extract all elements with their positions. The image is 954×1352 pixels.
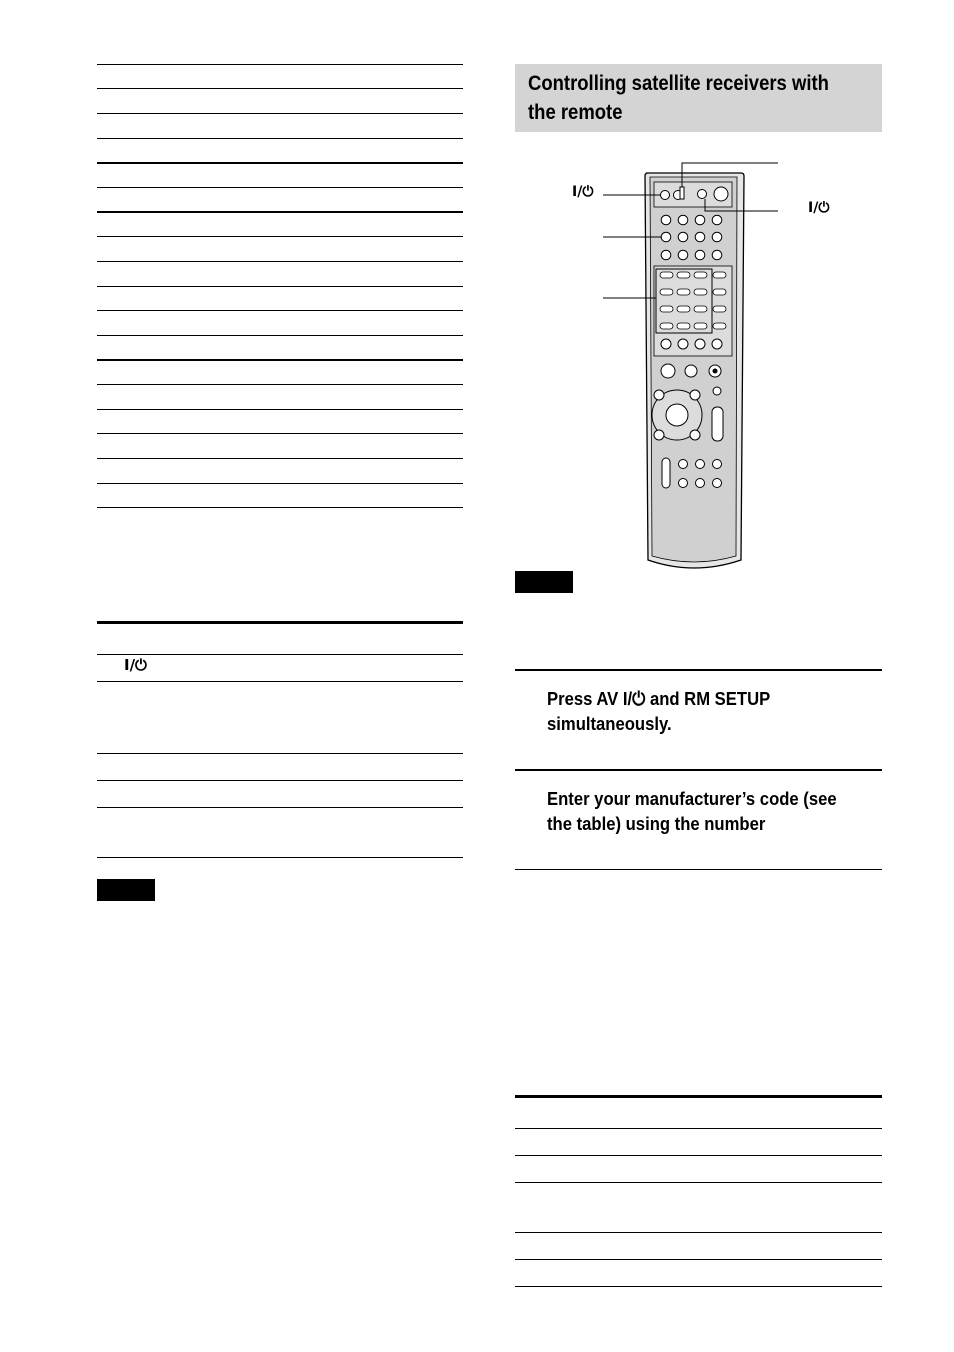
- table-rule: [515, 1232, 882, 1233]
- table-rule: [97, 113, 463, 114]
- table-rule: [97, 409, 463, 410]
- table-rule: [97, 654, 463, 655]
- table-rule: [97, 211, 463, 213]
- table-rule: [97, 187, 463, 188]
- table-rule: [515, 1128, 882, 1129]
- remote-illustration: [560, 158, 850, 578]
- table-rule: [97, 359, 463, 361]
- table-rule: [97, 88, 463, 89]
- table-rule: [515, 1182, 882, 1183]
- step-rule: [515, 769, 882, 771]
- callout-power-left: I/⏻: [572, 184, 594, 200]
- table-rule: [97, 236, 463, 237]
- table-rule: [97, 753, 463, 754]
- table-header-rule: [515, 1095, 882, 1098]
- table-rule: [97, 807, 463, 808]
- remote-figure: [560, 158, 850, 578]
- table-header-rule: [97, 621, 463, 624]
- table-rule: [97, 458, 463, 459]
- power-button-label: I/⏻: [124, 656, 147, 674]
- table-rule: [97, 335, 463, 336]
- table-rule: [97, 64, 463, 65]
- callout-power-right: I/⏻: [808, 200, 830, 216]
- section-header: [515, 64, 882, 132]
- table-rule: [97, 384, 463, 385]
- table-rule: [97, 857, 463, 858]
- table-rule: [97, 433, 463, 434]
- note-badge: [97, 879, 155, 901]
- table-rule: [97, 261, 463, 262]
- table-rule: [97, 286, 463, 287]
- step-rule: [515, 869, 882, 870]
- table-rule: [515, 1155, 882, 1156]
- table-rule: [97, 138, 463, 139]
- table-rule: [515, 1286, 882, 1287]
- section-title: Controlling satellite receivers with the remote: [528, 72, 829, 124]
- table-rule: [97, 507, 463, 508]
- step-2-text: Enter your manufacturer’s code (see the table) using the number: [547, 788, 837, 834]
- table-rule: [515, 1259, 882, 1260]
- note-badge: [515, 571, 573, 593]
- table-rule: [97, 310, 463, 311]
- table-rule: [97, 162, 463, 164]
- table-rule: [97, 681, 463, 682]
- step-rule: [515, 669, 882, 671]
- table-rule: [97, 483, 463, 484]
- table-rule: [97, 780, 463, 781]
- step-1-text: Press AV I/⏻ and RM SETUP simultaneously.: [547, 688, 770, 734]
